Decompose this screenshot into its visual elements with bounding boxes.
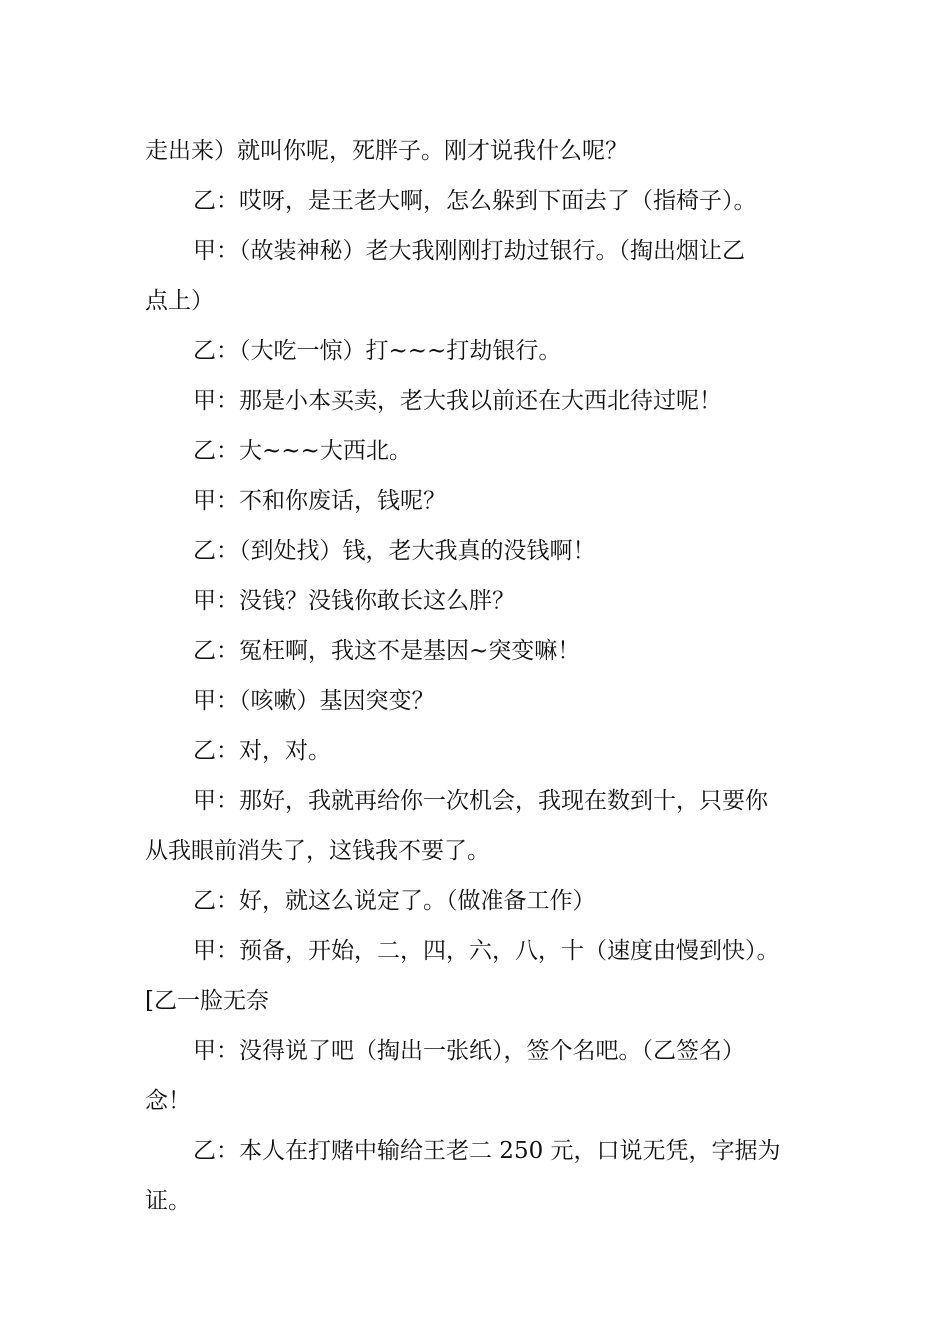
- text-line: 甲：（故装神秘）老大我刚刚打劫过银行。（掏出烟让乙: [193, 238, 745, 264]
- text-line: 念！: [145, 1088, 191, 1114]
- text-line: 甲：那是小本买卖，老大我以前还在大西北待过呢！: [193, 388, 722, 414]
- text-line: 甲：没得说了吧（掏出一张纸），签个名吧。（乙签名）: [193, 1038, 745, 1064]
- text-line: 走出来）就叫你呢，死胖子。刚才说我什么呢？: [145, 138, 628, 164]
- text-line: 乙：（大吃一惊）打~~~打劫银行。: [193, 338, 562, 364]
- text-line: 乙：本人在打赌中输给王老二 250 元，口说无凭，字据为: [193, 1138, 781, 1164]
- text-line: 甲：那好，我就再给你一次机会，我现在数到十，只要你: [193, 788, 768, 814]
- text-line: 点上）: [145, 288, 214, 314]
- text-line: 甲：（咳嗽）基因突变？: [193, 688, 435, 714]
- text-line: 甲：不和你废话，钱呢？: [193, 488, 446, 514]
- text-line: 甲：没钱？没钱你敢长这么胖？: [193, 588, 515, 614]
- text-line: 乙：好，就这么说定了。（做准备工作）: [193, 888, 596, 914]
- text-line: 乙：对，对。: [193, 738, 331, 764]
- text-line: [乙一脸无奈: [145, 988, 269, 1014]
- text-line: 从我眼前消失了，这钱我不要了。: [145, 838, 490, 864]
- text-line: 乙：哎呀，是王老大啊，怎么躲到下面去了（指椅子）。: [193, 188, 757, 214]
- text-line: 证。: [145, 1188, 191, 1214]
- text-line: 乙：冤枉啊，我这不是基因~突变嘛！: [193, 638, 581, 664]
- text-line: 乙：（到处找）钱，老大我真的没钱啊！: [193, 538, 596, 564]
- document-page: [145, 126, 810, 1226]
- text-line: 甲：预备，开始，二，四，六，八，十（速度由慢到快）。: [193, 938, 780, 964]
- text-line: 乙：大~~~大西北。: [193, 438, 412, 464]
